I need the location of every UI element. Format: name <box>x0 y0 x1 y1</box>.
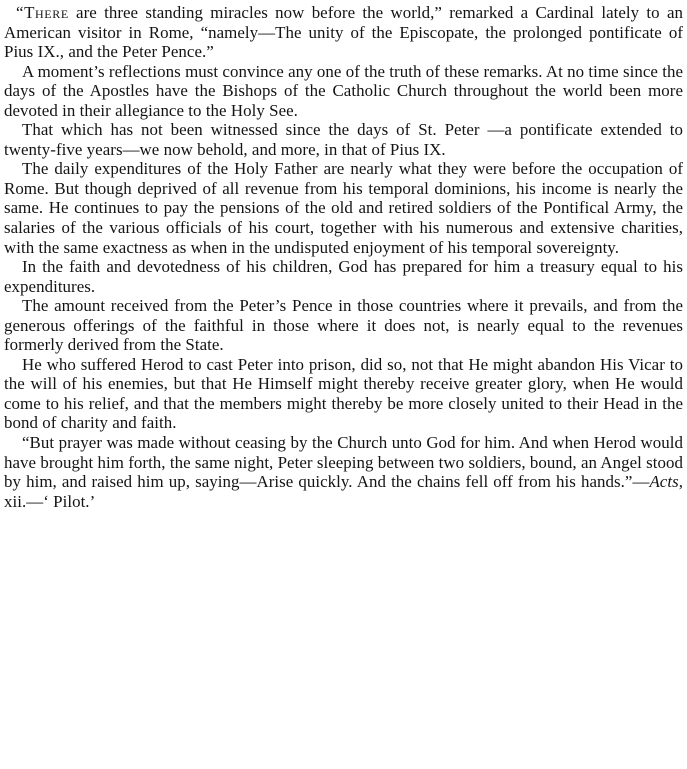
paragraph-text: The daily expenditures of the Holy Father are nearly what they were before the occupation of Rome. But though deprived of all revenue from his temporal dominions, his income is nearly the same. He continues to pay the pensions of the old and retired soldiers of the Pontifical Army, the salaries of the various officials of his court, together with his numerous and extensive charities, with the same exactness as when in the undisputed enjoyment of his temporal sovereignty. <box>4 159 683 257</box>
citation-source: , xii.—‘ Pilot.’ <box>4 472 683 511</box>
citation-book: Acts <box>649 472 679 492</box>
paragraph-scripture-quote <box>4 433 683 511</box>
paragraph-text: “But prayer was made without ceasing by the Church unto God for him. And when Herod would have brought him forth, the same night, Peter sleeping between two soldiers, bound, an Angel stood by him, and raised him up, saying—Arise quickly. And the chains fell off from his hands.”— <box>4 433 683 492</box>
paragraph-reflections <box>4 62 683 121</box>
paragraph-text: The amount received from the Peter’s Pence in those countries where it prevails, and from the generous offerings of the faithful in those where it does not, is nearly equal to the revenues formerly derived from the State. <box>4 296 683 355</box>
paragraph-text: A moment’s reflections must convince any one of the truth of these remarks. At no time since the days of the Apostles have the Bishops of the Catholic Church throughout the world been more devoted in their allegiance to the Holy See. <box>4 61 683 120</box>
paragraph-text: That which has not been witnessed since the days of St. Peter —a pontificate extended to twenty-five years—we now behold, and more, in that of Pius IX. <box>4 120 683 159</box>
paragraph-text: He who suffered Herod to cast Peter into prison, did so, not that He might abandon His Vicar to the will of his enemies, but that He Himself might thereby receive greater glory, when He would come to his relief, and that the members might thereby be more closely united to their Head in the bond of charity and faith. <box>4 354 683 433</box>
opening-word: “There <box>16 3 69 22</box>
paragraph-text: In the faith and devotedness of his children, God has prepared for him a treasury equal to his expenditures. <box>4 257 683 296</box>
paragraph-treasury <box>4 257 683 296</box>
paragraph-text: are three standing miracles now before the world,” remarked a Cardinal lately to an American visitor in Rome, “namely—The unity of the Episcopate, the prolonged pontificate of Pius IX., and the Peter Pence.” <box>4 3 683 62</box>
paragraph-pontificate <box>4 120 683 159</box>
paragraph-peters-pence <box>4 296 683 355</box>
paragraph-expenditures <box>4 159 683 257</box>
paragraph-cardinal-quote <box>4 3 683 62</box>
paragraph-herod <box>4 355 683 433</box>
article-text <box>4 3 683 511</box>
